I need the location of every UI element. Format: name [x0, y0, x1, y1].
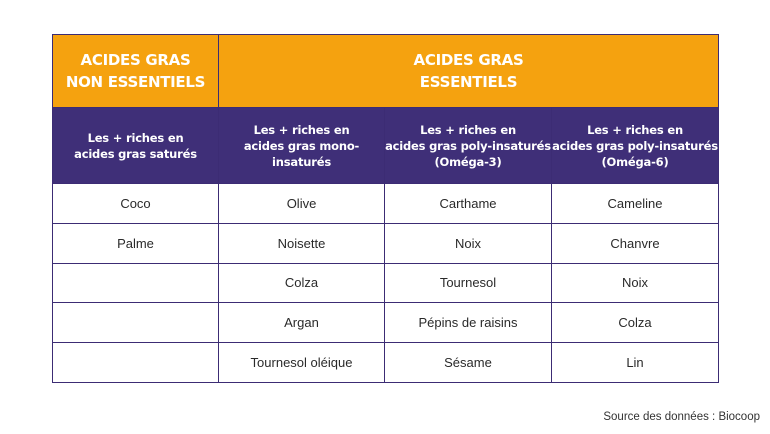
table-cell: Noix: [385, 223, 552, 263]
header-non-essential: ACIDES GRAS NON ESSENTIELS: [53, 35, 219, 108]
subheader-saturated: Les + riches en acides gras saturés: [53, 108, 219, 184]
table-cell: Pépins de raisins: [385, 303, 552, 343]
table-cell: Lin: [552, 343, 719, 383]
table-cell: Sésame: [385, 343, 552, 383]
table-cell: Argan: [219, 303, 385, 343]
table-cell: Olive: [219, 183, 385, 223]
table-row: [53, 183, 719, 223]
table-cell: Tournesol: [385, 263, 552, 303]
table-top-header-row: [53, 35, 719, 108]
table-cell: Tournesol oléique: [219, 343, 385, 383]
table-cell: Noisette: [219, 223, 385, 263]
table-cell: [53, 343, 219, 383]
table-row: [53, 303, 719, 343]
table-sub-header-row: [53, 108, 719, 184]
table-cell: Cameline: [552, 183, 719, 223]
subheader-mono-unsaturated: Les + riches en acides gras mono-insaturés: [219, 108, 385, 184]
table-row: [53, 343, 719, 383]
source-note: Source des données : Biocoop: [603, 411, 760, 423]
table-row: [53, 263, 719, 303]
table-row: [53, 223, 719, 263]
table-cell: Colza: [552, 303, 719, 343]
subheader-omega-3: Les + riches en acides gras poly-insaturés (Oméga-3): [385, 108, 552, 184]
header-essential: ACIDES GRAS ESSENTIELS: [219, 35, 719, 108]
table-cell: [53, 263, 219, 303]
table-cell: Palme: [53, 223, 219, 263]
fatty-acids-table: [52, 34, 719, 383]
table-cell: Colza: [219, 263, 385, 303]
table-cell: Coco: [53, 183, 219, 223]
subheader-omega-6: Les + riches en acides gras poly-insaturés (Oméga-6): [552, 108, 719, 184]
table-cell: [53, 303, 219, 343]
table-cell: Noix: [552, 263, 719, 303]
table-cell: Carthame: [385, 183, 552, 223]
table-cell: Chanvre: [552, 223, 719, 263]
